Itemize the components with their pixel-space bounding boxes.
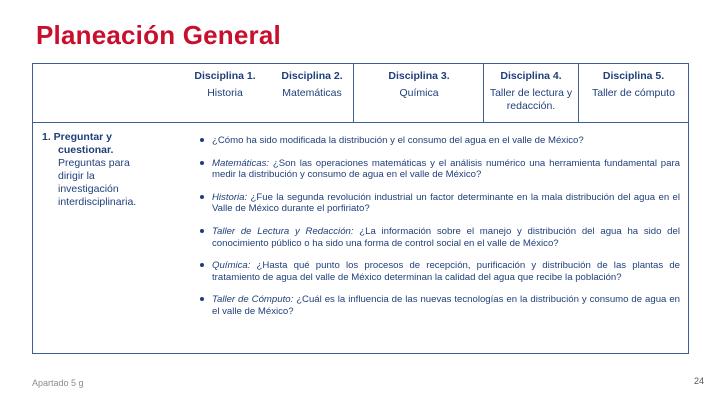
- question-item: [200, 158, 680, 181]
- row-heading: [42, 131, 172, 157]
- row-heading-line: cuestionar.: [58, 144, 114, 156]
- bullet-icon: [200, 138, 204, 142]
- footer-section-label: Apartado 5 g: [32, 378, 84, 388]
- bullet-icon: [200, 263, 204, 267]
- bullet-icon: [200, 229, 204, 233]
- bullet-icon: [200, 195, 204, 199]
- subject-label: Química: [399, 87, 439, 99]
- bullet-icon: [200, 297, 204, 301]
- question-text: ¿Cuál es la influencia de las nuevas tecnologías en la distribución y consumo de agua en el valle de México?: [212, 294, 680, 317]
- question-discipline: Química:: [212, 260, 251, 272]
- discipline-label: Disciplina 2.: [281, 70, 343, 82]
- page-number: 24: [693, 376, 704, 386]
- question-item: [200, 135, 680, 147]
- column-header-2: [271, 70, 353, 100]
- column-header-1: [183, 70, 267, 100]
- subject-label: Matemáticas: [282, 87, 342, 99]
- question-text: ¿La información sobre el manejo y distribución del agua ha sido del conocimiento público o ha sido una forma de control social en el valle de México?: [212, 225, 680, 249]
- column-divider: [353, 64, 354, 122]
- subject-label: Taller de lectura y redacción.: [489, 87, 573, 112]
- discipline-label: Disciplina 5.: [602, 70, 665, 82]
- column-header-3: [355, 70, 483, 100]
- row-subheading-line: investigación: [58, 183, 119, 195]
- row-subheading-line: Preguntas para: [58, 157, 130, 169]
- question-item: [200, 192, 680, 215]
- question-text: ¿Hasta qué punto los procesos de recepción, purificación y distribución de las plantas de tratamiento de agua del valle de México determinan la calidad del agua que recibe la población?: [212, 260, 680, 283]
- question-item: [200, 260, 680, 283]
- column-header-5: [579, 70, 688, 100]
- row-label-cell: [42, 131, 172, 209]
- column-header-4: [484, 70, 578, 113]
- question-discipline: Taller de Lectura y Redacción:: [212, 225, 354, 237]
- question-text: ¿Son las operaciones matemáticas y el análisis numérico una herramienta fundamental para medir la distribución y consumo de agua en el valle de México?: [212, 157, 680, 181]
- question-discipline: Matemáticas:: [212, 157, 270, 169]
- row-heading-line: 1. Preguntar y: [42, 131, 113, 143]
- row-subheading-line: interdisciplinaria.: [58, 196, 137, 208]
- question-discipline: Historia:: [212, 191, 248, 203]
- question-text: ¿Fue la segunda revolución industrial un factor determinante en la mala distribución del agua en el Valle de México durante el porfiriato?: [212, 191, 680, 215]
- discipline-label: Disciplina 3.: [388, 70, 450, 82]
- table-header-row: [33, 64, 688, 123]
- question-discipline: Taller de Cómputo:: [212, 294, 294, 306]
- subject-label: Historia: [207, 87, 243, 99]
- subject-label: Taller de cómputo: [592, 87, 675, 99]
- question-item: [200, 294, 680, 317]
- question-list: [200, 135, 680, 329]
- discipline-label: Disciplina 4.: [500, 70, 562, 82]
- question-item: [200, 226, 680, 249]
- page-title: Planeación General: [36, 20, 281, 50]
- question-text: ¿Cómo ha sido modificada la distribución y el consumo del agua en el valle de México?: [212, 135, 584, 146]
- discipline-label: Disciplina 1.: [194, 70, 256, 82]
- row-subheading-line: dirigir la: [58, 170, 95, 182]
- bullet-icon: [200, 161, 204, 165]
